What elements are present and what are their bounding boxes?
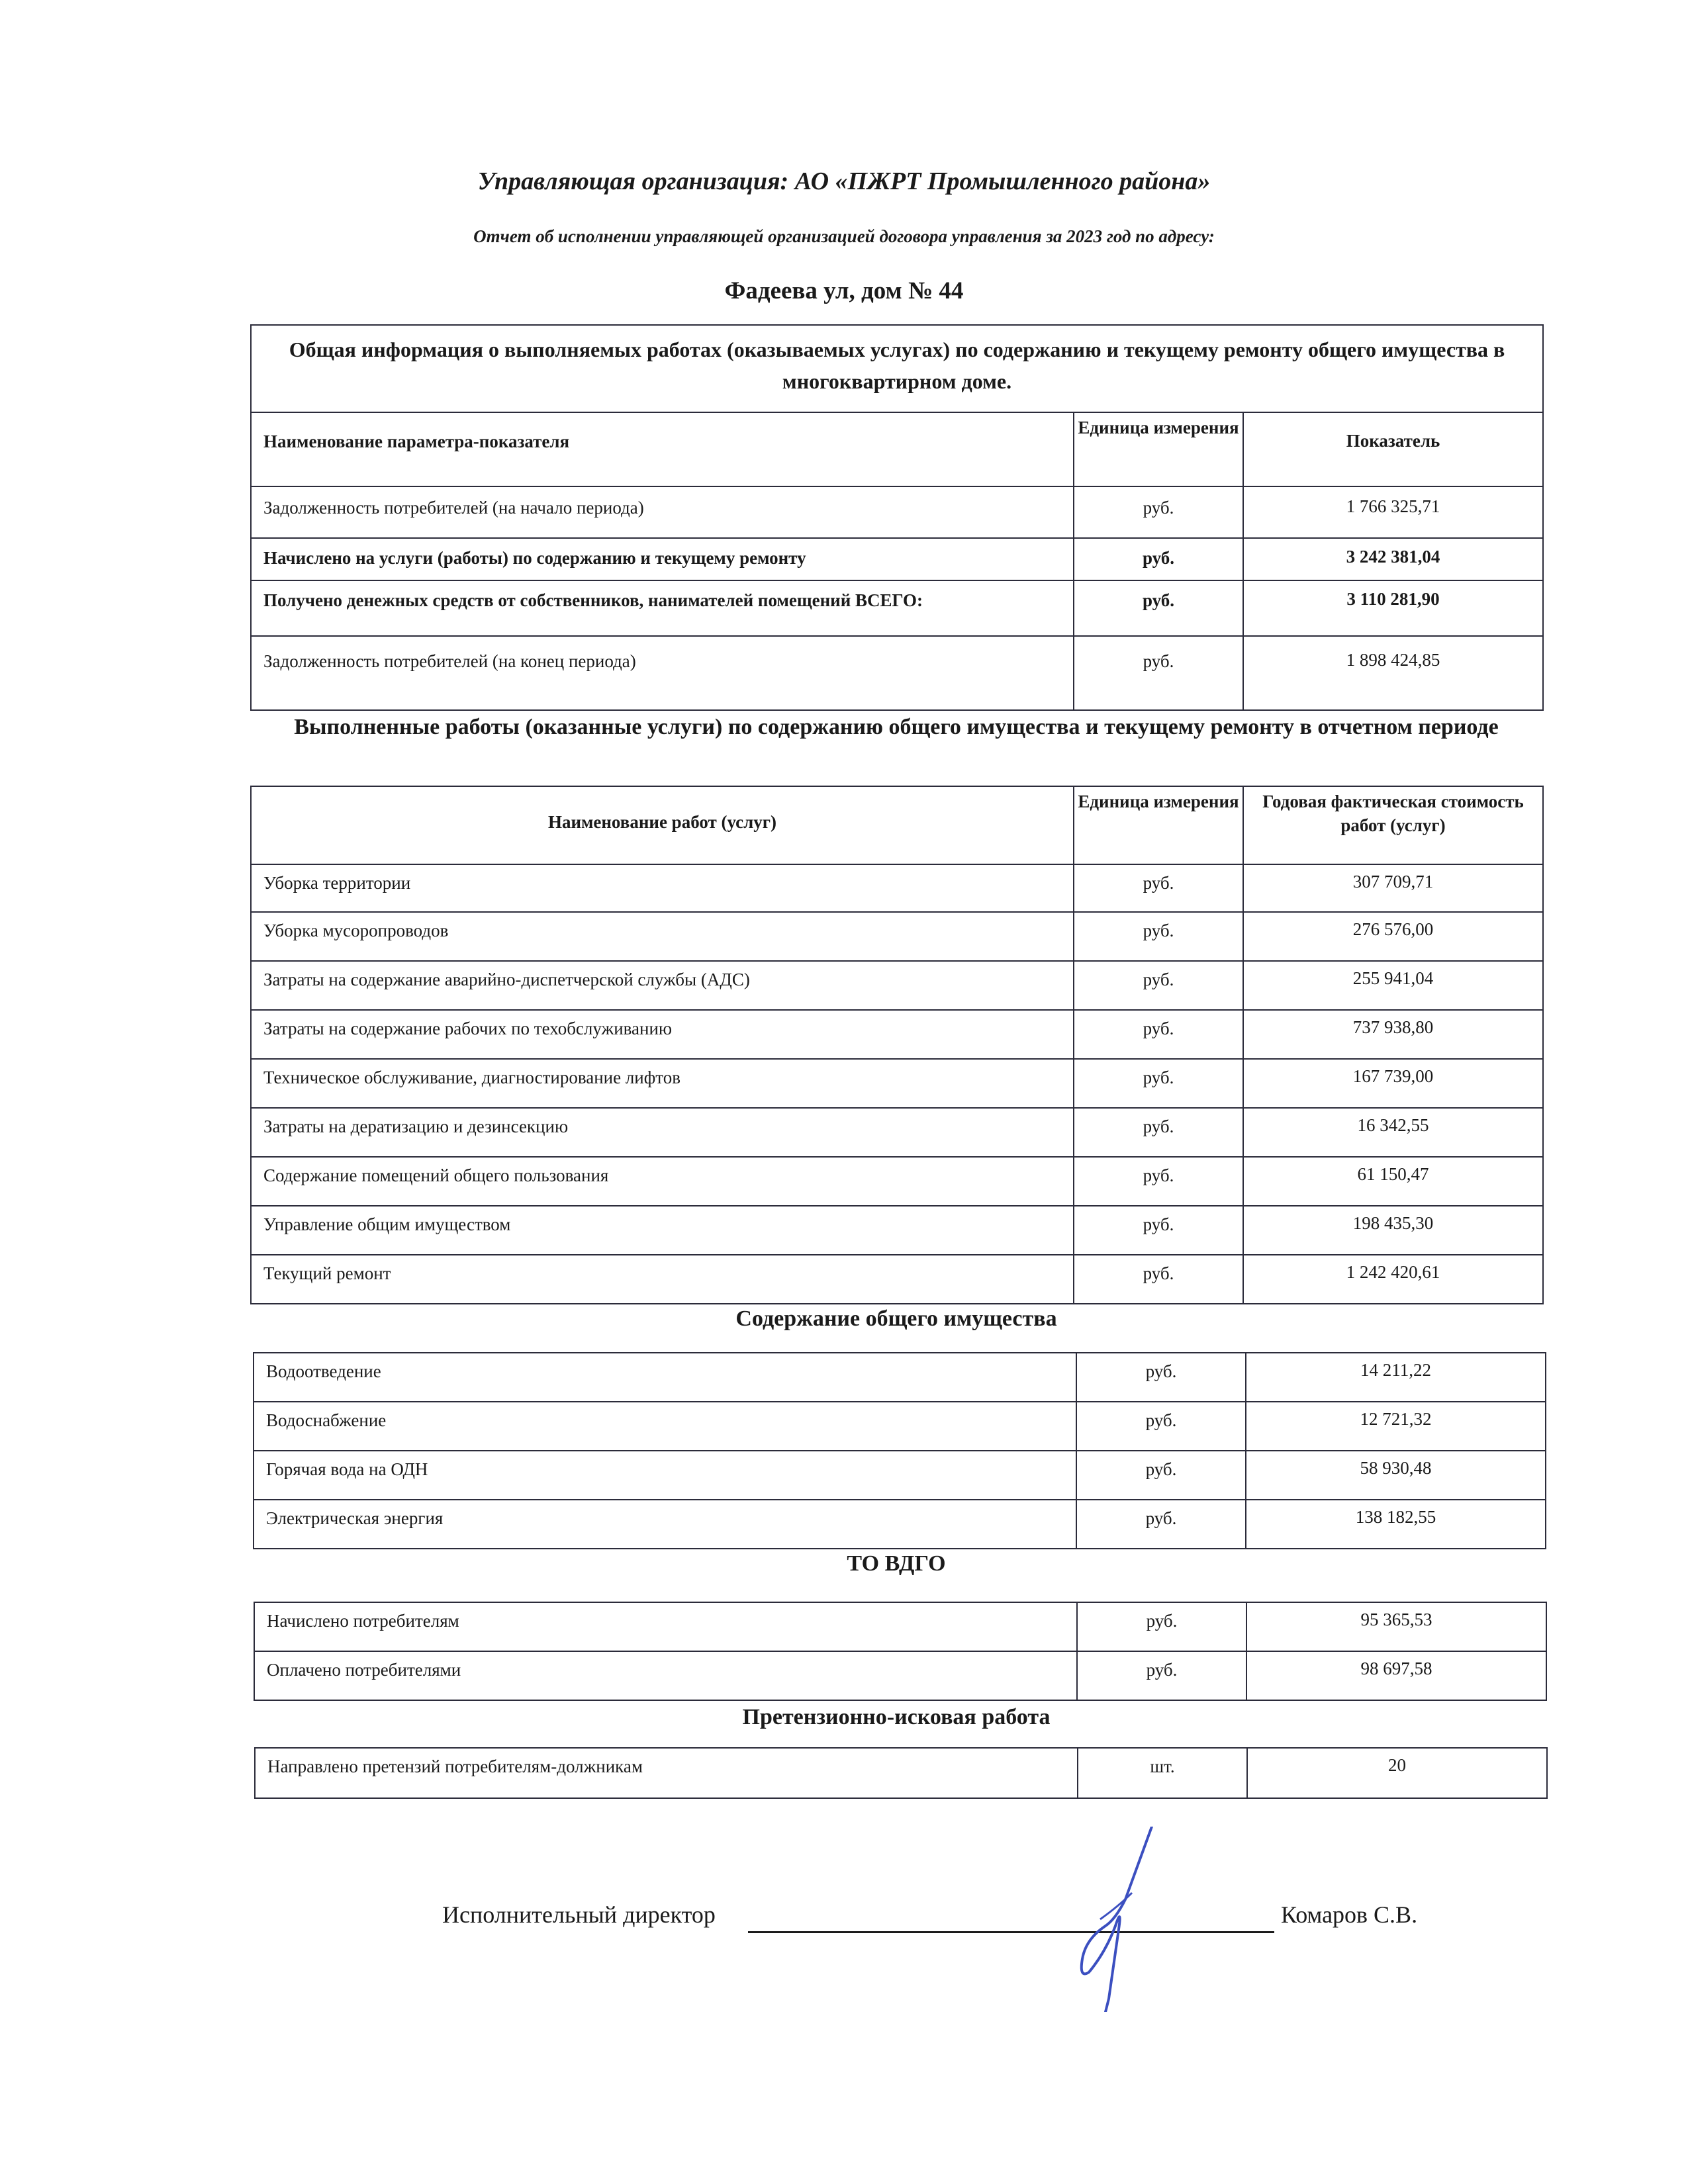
row-unit: руб. xyxy=(1074,580,1243,636)
row-name: Затраты на дератизацию и дезинсекцию xyxy=(251,1108,1074,1157)
table-row xyxy=(251,1157,1543,1206)
column-header-annual-cost: Годовая фактическая стоимость работ (услуг) xyxy=(1243,786,1543,864)
row-value: 3 110 281,90 xyxy=(1243,580,1543,636)
claims-section-title: Претензионно-исковая работа xyxy=(742,1705,1051,1729)
row-unit: руб. xyxy=(1074,538,1243,580)
row-unit: руб. xyxy=(1074,636,1243,710)
row-unit: руб. xyxy=(1076,1402,1246,1451)
row-name: Электрическая энергия xyxy=(254,1500,1076,1549)
table-row xyxy=(251,1206,1543,1255)
table-row xyxy=(254,1602,1546,1651)
row-name: Техническое обслуживание, диагностирование лифтов xyxy=(251,1059,1074,1108)
row-unit: руб. xyxy=(1074,1206,1243,1255)
row-value: 20 xyxy=(1247,1748,1547,1798)
row-unit: руб. xyxy=(1074,486,1243,538)
table-row xyxy=(251,486,1543,538)
general-info-title: Общая информация о выполняемых работах (оказываемых услугах) по содержанию и текущему ремонту общего имущества в многоквартирном доме. xyxy=(251,325,1543,412)
row-name: Водоснабжение xyxy=(254,1402,1076,1451)
row-unit: руб. xyxy=(1074,1157,1243,1206)
row-unit: руб. xyxy=(1074,1010,1243,1059)
row-value: 58 930,48 xyxy=(1246,1451,1546,1500)
row-unit: руб. xyxy=(1076,1353,1246,1402)
column-header-parameter: Наименование параметра-показателя xyxy=(251,412,1074,486)
row-value: 3 242 381,04 xyxy=(1243,538,1543,580)
column-header-value: Показатель xyxy=(1243,412,1543,486)
row-value: 12 721,32 xyxy=(1246,1402,1546,1451)
table-row xyxy=(251,1010,1543,1059)
row-unit: руб. xyxy=(1074,864,1243,912)
column-header-unit: Единица измерения xyxy=(1074,412,1243,486)
common-property-table xyxy=(253,1352,1546,1549)
row-value: 1 242 420,61 xyxy=(1243,1255,1543,1304)
row-name: Водоотведение xyxy=(254,1353,1076,1402)
works-table xyxy=(250,786,1544,1304)
table-row xyxy=(254,1353,1546,1402)
row-value: 737 938,80 xyxy=(1243,1010,1543,1059)
row-unit: руб. xyxy=(1077,1602,1246,1651)
table-row xyxy=(251,864,1543,912)
row-value: 61 150,47 xyxy=(1243,1157,1543,1206)
row-value: 198 435,30 xyxy=(1243,1206,1543,1255)
signatory-name: Комаров С.В. xyxy=(1281,1901,1418,1928)
row-unit: руб. xyxy=(1077,1651,1246,1700)
row-unit: руб. xyxy=(1074,1108,1243,1157)
row-name: Задолженность потребителей (на конец периода) xyxy=(251,636,1074,710)
row-name: Затраты на содержание аварийно-диспетчерской службы (АДС) xyxy=(251,961,1074,1010)
table-row xyxy=(254,1651,1546,1700)
row-name: Содержание помещений общего пользования xyxy=(251,1157,1074,1206)
table-row xyxy=(251,1108,1543,1157)
vdgo-table xyxy=(254,1602,1547,1701)
row-value: 95 365,53 xyxy=(1246,1602,1546,1651)
table-row xyxy=(251,1255,1543,1304)
row-name: Горячая вода на ОДН xyxy=(254,1451,1076,1500)
report-subtitle: Отчет об исполнении управляющей организацией договора управления за 2023 год по адресу: xyxy=(473,226,1215,246)
table-row xyxy=(255,1748,1547,1798)
table-row xyxy=(251,538,1543,580)
claims-table xyxy=(254,1747,1548,1799)
row-value: 14 211,22 xyxy=(1246,1353,1546,1402)
address-heading: Фадеева ул, дом № 44 xyxy=(724,277,964,304)
row-unit: руб. xyxy=(1076,1500,1246,1549)
works-section-title: Выполненные работы (оказанные услуги) по содержанию общего имущества и текущему ремонту в отчетном периоде xyxy=(294,715,1499,739)
row-name: Начислено потребителям xyxy=(254,1602,1077,1651)
row-value: 98 697,58 xyxy=(1246,1651,1546,1700)
row-value: 307 709,71 xyxy=(1243,864,1543,912)
table-row xyxy=(251,580,1543,636)
row-name: Затраты на содержание рабочих по техобслуживанию xyxy=(251,1010,1074,1059)
row-name: Уборка мусоропроводов xyxy=(251,912,1074,961)
table-row xyxy=(254,1451,1546,1500)
row-value: 276 576,00 xyxy=(1243,912,1543,961)
table-row xyxy=(254,1402,1546,1451)
row-value: 255 941,04 xyxy=(1243,961,1543,1010)
vdgo-section-title: ТО ВДГО xyxy=(847,1551,946,1576)
handwritten-signature-icon xyxy=(1059,1827,1165,2012)
row-unit: шт. xyxy=(1078,1748,1247,1798)
row-name: Текущий ремонт xyxy=(251,1255,1074,1304)
row-unit: руб. xyxy=(1074,1059,1243,1108)
row-name: Задолженность потребителей (на начало периода) xyxy=(251,486,1074,538)
row-value: 138 182,55 xyxy=(1246,1500,1546,1549)
row-value: 1 898 424,85 xyxy=(1243,636,1543,710)
row-name: Уборка территории xyxy=(251,864,1074,912)
row-name: Оплачено потребителями xyxy=(254,1651,1077,1700)
row-name: Начислено на услуги (работы) по содержанию и текущему ремонту xyxy=(251,538,1074,580)
signatory-position: Исполнительный директор xyxy=(442,1901,716,1928)
table-row xyxy=(251,912,1543,961)
table-row xyxy=(251,1059,1543,1108)
signature-line xyxy=(748,1931,1274,1933)
row-value: 167 739,00 xyxy=(1243,1059,1543,1108)
general-info-table xyxy=(250,324,1544,711)
table-row xyxy=(254,1500,1546,1549)
row-value: 16 342,55 xyxy=(1243,1108,1543,1157)
column-header-work-name: Наименование работ (услуг) xyxy=(251,786,1074,864)
row-unit: руб. xyxy=(1074,1255,1243,1304)
organization-title: Управляющая организация: АО «ПЖРТ Промышленного района» xyxy=(477,167,1211,195)
row-name: Управление общим имуществом xyxy=(251,1206,1074,1255)
table-row xyxy=(251,961,1543,1010)
row-unit: руб. xyxy=(1074,961,1243,1010)
row-unit: руб. xyxy=(1074,912,1243,961)
column-header-unit: Единица измерения xyxy=(1074,786,1243,864)
common-property-section-title: Содержание общего имущества xyxy=(735,1306,1057,1331)
row-unit: руб. xyxy=(1076,1451,1246,1500)
row-name: Получено денежных средств от собственников, нанимателей помещений ВСЕГО: xyxy=(251,580,1074,636)
row-name: Направлено претензий потребителям-должникам xyxy=(255,1748,1078,1798)
table-row xyxy=(251,636,1543,710)
row-value: 1 766 325,71 xyxy=(1243,486,1543,538)
